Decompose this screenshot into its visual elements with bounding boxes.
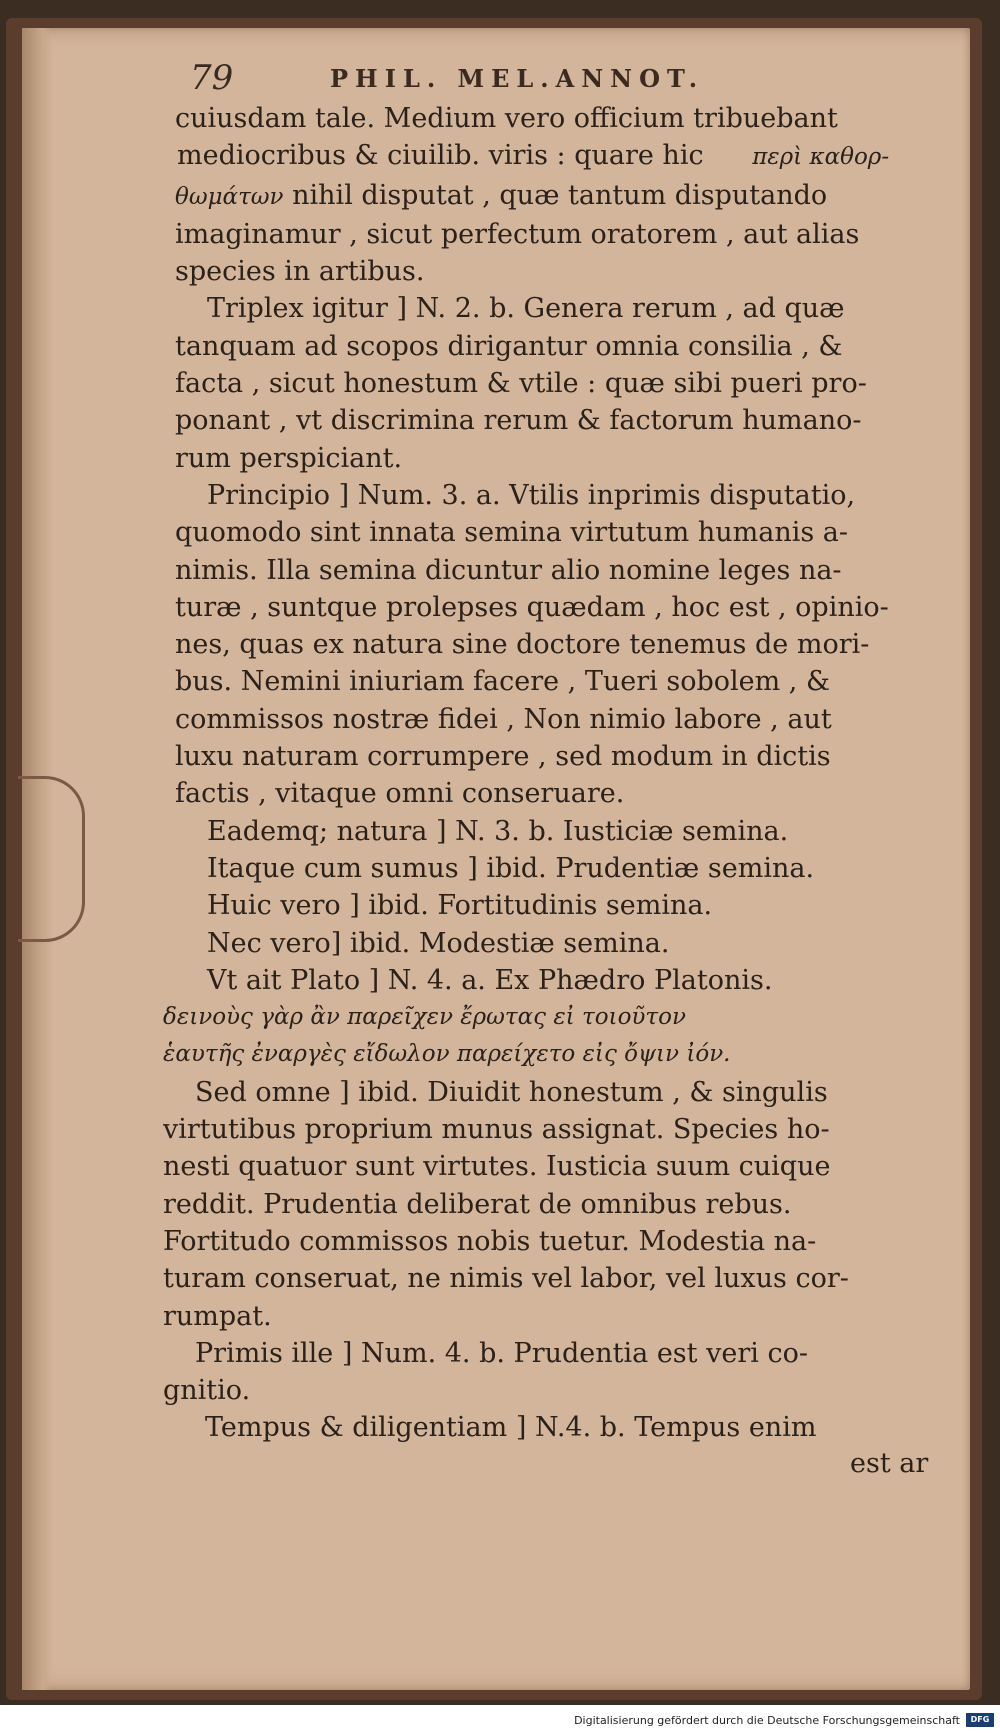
text-line: species in artibus. [175, 256, 425, 288]
text-line: Nec vero] ibid. Modestiæ semina. [207, 927, 670, 959]
text-line: virtutibus proprium munus assignat. Species ho- [163, 1114, 830, 1146]
text-line: Itaque cum sumus ] ibid. Prudentiæ semina. [207, 852, 815, 884]
body-text [163, 100, 935, 1447]
text-line: quomodo sint innata semina virtutum humanis a- [175, 517, 849, 549]
text-line: Sed omne ] ibid. Diuidit honestum , & singulis [195, 1076, 828, 1108]
text-line: turam conseruat, ne nimis vel labor, vel luxus cor- [163, 1263, 849, 1295]
greek-text: περὶ καθορ- [752, 144, 890, 171]
text-line: Vt ait Plato ] N. 4. a. Ex Phædro Platonis. [207, 964, 773, 996]
text-line: θωμάτων nihil disputat , quæ tantum disputando [175, 179, 828, 211]
text-line: Triplex igitur ] N. 2. b. Genera rerum , ad quæ [207, 293, 845, 325]
funding-credit: Digitalisierung gefördert durch die Deutsche Forschungsgemeinschaft [574, 1714, 960, 1727]
text-line: bus. Nemini iniuriam facere , Tueri sobolem , & [175, 666, 830, 698]
page-number: 79 [190, 58, 234, 98]
text-line: gnitio. [163, 1375, 251, 1407]
dfg-logo-icon: DFG [966, 1713, 994, 1727]
greek-text: θωμάτων [175, 183, 284, 210]
greek-quote-line: δεινοὺς γὰρ ἂν παρεῖχεν ἔρωτας εἰ τοιοῦτον [163, 1004, 686, 1031]
digitization-footer [0, 1705, 1000, 1734]
greek-quote-line: ἑαυτῆς ἐναργὲς εἴδωλον παρείχετο εἰς ὄψιν ἰόν. [163, 1041, 731, 1068]
text-line: imaginamur , sicut perfectum oratorem , aut alias [175, 218, 860, 250]
text-line: tanquam ad scopos dirigantur omnia consilia , & [175, 330, 843, 362]
text-line: nes, quas ex natura sine doctore tenemus de mori- [175, 629, 870, 661]
text-line: ponant , vt discrimina rerum & factorum humano- [175, 405, 862, 437]
text-line: luxu naturam corrumpere , sed modum in dictis [175, 741, 831, 773]
text-line: facta , sicut honestum & vtile : quæ sibi pueri pro- [175, 368, 867, 400]
text-line: Tempus & diligentiam ] N.4. b. Tempus enim [205, 1412, 817, 1444]
text-line: Huic vero ] ibid. Fortitudinis semina. [207, 890, 713, 922]
text-line: factis , vitaque omni conseruare. [175, 778, 625, 810]
text-line: rum perspiciant. [175, 442, 403, 474]
text-line: reddit. Prudentia deliberat de omnibus rebus. [163, 1188, 792, 1220]
text-line: mediocribus & ciuilib. viris : quare hic περὶ καθορ- [177, 140, 890, 172]
page-header [190, 60, 750, 100]
book-clasp [18, 776, 85, 942]
text-line: nimis. Illa semina dicuntur alio nomine leges na- [175, 554, 842, 586]
text-line: Eademq; natura ] N. 3. b. Iusticiæ semina. [207, 815, 789, 847]
text-line: Primis ille ] Num. 4. b. Prudentia est veri co- [195, 1337, 808, 1369]
running-head: PHIL. MEL.ANNOT. [330, 64, 705, 93]
text-line: cuiusdam tale. Medium vero officium tribuebant [175, 103, 838, 134]
text-line: turæ , suntque prolepses quædam , hoc est , opinio- [175, 591, 889, 623]
text-line: Fortitudo commissos nobis tuetur. Modestia na- [163, 1225, 817, 1257]
text-line: rumpat. [163, 1300, 272, 1332]
text-line: nesti quatuor sunt virtutes. Iusticia suum cuique [163, 1151, 831, 1183]
text-line: commissos nostræ fidei , Non nimio labore , aut [175, 703, 832, 735]
text-line: Principio ] Num. 3. a. Vtilis inprimis disputatio, [207, 479, 856, 511]
catchword: est ar [850, 1448, 929, 1479]
